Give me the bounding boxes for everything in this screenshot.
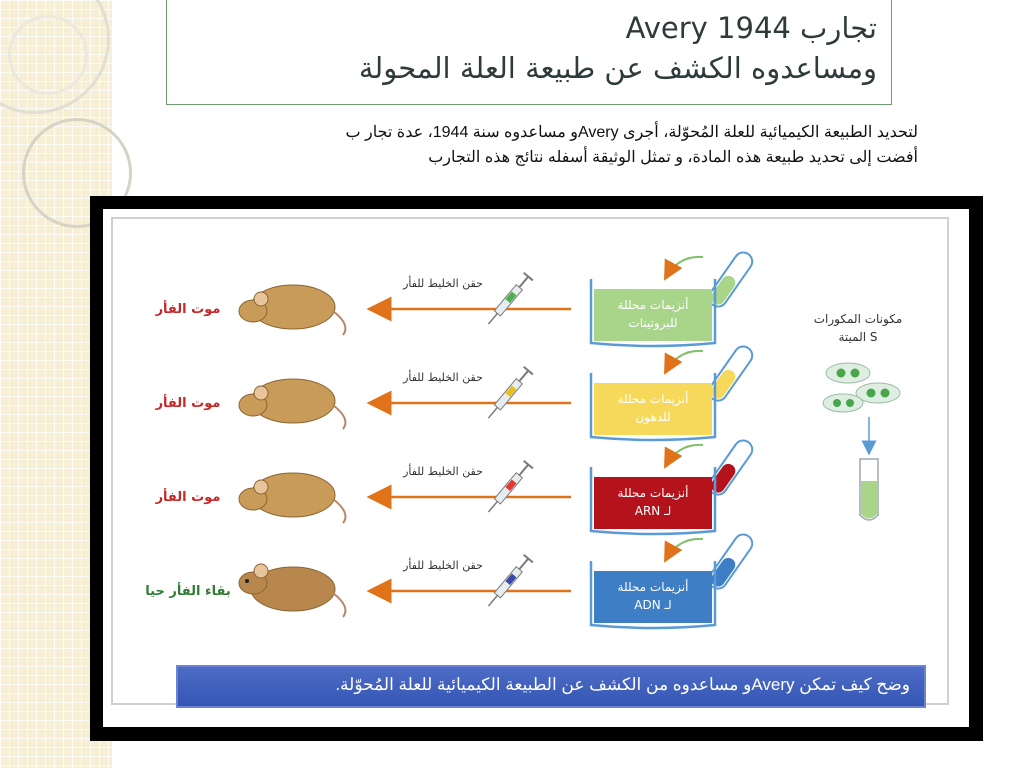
figure-frame-inner bbox=[103, 209, 969, 727]
figure-frame bbox=[90, 196, 983, 741]
injection-label: حقن الخليط للفأر bbox=[403, 277, 483, 290]
source-group bbox=[814, 312, 903, 520]
experiment-figure bbox=[111, 217, 949, 705]
decorative-ring bbox=[8, 15, 88, 95]
result-label: بقاء الفأر حيا bbox=[145, 584, 231, 599]
enzyme-label-line1: أنزيمات محللة bbox=[617, 298, 689, 312]
enzyme-tube-icon bbox=[705, 437, 755, 498]
source-label-line1: مكونات المكورات bbox=[813, 312, 903, 326]
injection-label: حقن الخليط للفأر bbox=[403, 559, 483, 572]
enzyme-label-line1: أنزيمات محللة bbox=[617, 580, 689, 594]
injection-label: حقن الخليط للفأر bbox=[403, 371, 483, 384]
enzyme-label-line2: لـ ARN bbox=[634, 504, 672, 518]
pour-arrow-icon bbox=[665, 257, 703, 279]
beaker-liquid bbox=[594, 477, 712, 529]
test-tube-icon bbox=[860, 459, 878, 520]
syringe-icon bbox=[484, 555, 533, 610]
experiment-rows bbox=[145, 249, 755, 628]
experiment-row bbox=[155, 249, 756, 346]
beaker-liquid bbox=[594, 571, 712, 623]
enzyme-tube-icon bbox=[705, 249, 755, 310]
enzyme-label-line1: أنزيمات محللة bbox=[617, 392, 689, 406]
pour-arrow-icon bbox=[665, 539, 703, 561]
experiment-diagram bbox=[113, 219, 951, 707]
beaker-liquid bbox=[594, 383, 712, 435]
live-mouse-icon bbox=[239, 564, 345, 617]
experiment-row bbox=[155, 437, 756, 534]
syringe-icon bbox=[484, 273, 533, 328]
result-label: موت الفأر bbox=[155, 490, 221, 505]
bacteria-cluster-icon bbox=[823, 363, 900, 412]
injection-label: حقن الخليط للفأر bbox=[403, 465, 483, 478]
enzyme-tube-icon bbox=[705, 531, 755, 592]
intro-line1: لتحديد الطبيعة الكيميائية للعلة المُحوّلة، أجرى Averyو مساعدوه سنة 1944، عدة تجار ب bbox=[345, 124, 918, 141]
dead-mouse-icon bbox=[239, 285, 345, 335]
syringe-icon bbox=[484, 461, 533, 516]
slide-title-box bbox=[166, 0, 892, 105]
slide-title-line1: تجارب Avery 1944 bbox=[625, 11, 877, 45]
result-label: موت الفأر bbox=[155, 302, 221, 317]
source-label-line2: S الميتة bbox=[838, 330, 878, 344]
slide-title-line2: ومساعدوه الكشف عن طبيعة العلة المحولة bbox=[358, 51, 877, 85]
dead-mouse-icon bbox=[239, 473, 345, 523]
experiment-row bbox=[155, 343, 756, 440]
syringe-icon bbox=[484, 367, 533, 422]
enzyme-tube-icon bbox=[705, 343, 755, 404]
intro-line2: أفضت إلى تحديد طبيعة هذه المادة، و تمثل الوثيقة أسفله نتائج هذه التجارب bbox=[428, 149, 918, 166]
dead-mouse-icon bbox=[239, 379, 345, 429]
result-label: موت الفأر bbox=[155, 396, 221, 411]
question-bar: وضح كيف تمكن Averyو مساعدوه من الكشف عن الطبيعة الكيميائية للعلة المُحوّلة. bbox=[176, 665, 926, 708]
enzyme-label-line2: للبروتينات bbox=[628, 316, 678, 330]
enzyme-label-line2: لـ ADN bbox=[634, 598, 672, 612]
experiment-row bbox=[145, 531, 755, 628]
intro-paragraph bbox=[200, 120, 918, 170]
pour-arrow-icon bbox=[665, 351, 703, 373]
enzyme-label-line2: للدهون bbox=[635, 410, 671, 424]
pour-arrow-icon bbox=[665, 445, 703, 467]
enzyme-label-line1: أنزيمات محللة bbox=[617, 486, 689, 500]
beaker-liquid bbox=[594, 289, 712, 341]
